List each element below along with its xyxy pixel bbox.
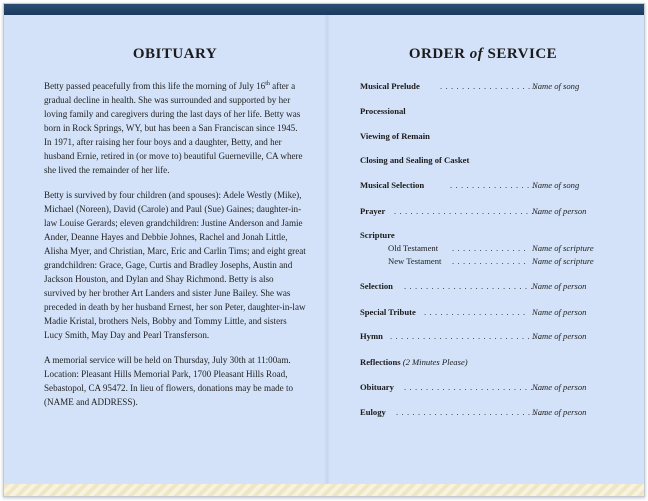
service-item-note: (2 Minutes Please) xyxy=(402,357,468,367)
service-item-musical-selection xyxy=(360,178,610,192)
order-of-service-title xyxy=(356,46,610,63)
obituary-paragraph-1-rest: after a gradual decline in health. She was surrounded and supported by her loving family and caregivers during the last days of her life. Betty was born in Rock Springs, WY, but has been a San Franciscan since 1945. In 1971, after raising her four boys and a daughter, Betty, and her husband Ernie, retired in (or move to) beautiful Guerneville, CA where she lived the remainder of her life. xyxy=(44,81,303,175)
service-item-obituary-item xyxy=(360,380,610,394)
obituary-panel xyxy=(44,46,306,420)
service-item-label xyxy=(360,329,383,343)
service-item-label xyxy=(360,228,395,242)
service-item-value: Name of person xyxy=(532,307,587,317)
service-item-label-text: Obituary xyxy=(360,382,394,392)
service-item-label-text: Processional xyxy=(360,106,406,116)
service-item-leader-dots: . . . . . . . . . . . . . . . . . . . . . . . . . . . xyxy=(394,206,540,216)
service-item-label-text: New Testament xyxy=(388,256,442,266)
service-item-label xyxy=(360,305,416,319)
service-item-value: Name of person xyxy=(532,206,587,216)
service-item-new-testament xyxy=(360,254,610,268)
program-page xyxy=(3,3,645,497)
service-item-label-text: Eulogy xyxy=(360,407,386,417)
service-item-leader-dots: . . . . . . . . . . . . . . . . . . . xyxy=(424,307,526,317)
obituary-title: OBITUARY xyxy=(132,46,218,62)
service-item-special-tribute xyxy=(360,305,610,319)
service-item-value: Name of person xyxy=(532,382,587,392)
service-item-label xyxy=(360,355,468,369)
service-item-label xyxy=(360,129,430,143)
service-item-leader-dots: . . . . . . . . . . . . . . . . xyxy=(450,180,536,190)
service-item-label xyxy=(360,104,406,118)
service-item-label-text: Old Testament xyxy=(388,243,439,253)
service-item-label-text: Hymn xyxy=(360,331,383,341)
service-item-leader-dots: . . . . . . . . . . . . . . . . . . . . . . . . xyxy=(404,281,534,291)
service-item-value: Name of scripture xyxy=(532,256,594,266)
service-item-eulogy xyxy=(360,405,610,419)
service-item-label xyxy=(360,380,394,394)
service-item-label-text: Musical Selection xyxy=(360,180,425,190)
service-item-label-text: Viewing of Remain xyxy=(360,131,430,141)
service-item-value: Name of person xyxy=(532,281,587,291)
service-item-label xyxy=(360,204,385,218)
service-item-hymn xyxy=(360,329,610,343)
order-of-service-panel xyxy=(360,46,610,417)
service-item-leader-dots: . . . . . . . . . . . . . . . . . . xyxy=(440,81,537,91)
title-part-3: SERVICE xyxy=(483,46,558,62)
service-item-processional xyxy=(360,104,610,118)
service-item-value: Name of person xyxy=(532,331,587,341)
service-item-label-text: Closing and Sealing of Casket xyxy=(360,155,470,165)
service-item-prayer xyxy=(360,204,610,218)
service-item-label-text: Reflections xyxy=(360,357,403,367)
service-item-label-text: Prayer xyxy=(360,206,386,216)
service-item-value: Name of person xyxy=(532,407,587,417)
service-item-leader-dots: . . . . . . . . . . . . . . xyxy=(452,256,527,266)
service-item-label-text: Musical Prelude xyxy=(360,81,420,91)
service-item-label xyxy=(360,405,386,419)
center-fold xyxy=(324,15,330,484)
obituary-paragraph-2: Betty is survived by four children (and spouses): Adele Westly (Mike), Michael (Noreen), David (Carole) and Paul (Sue) Gaines; daughter-in-law Louise Gerards; eleven grandchildren: Justine Anderson and Jamie Ander, Deanne Hayes and Debbie Johnes, Rachel and Jonah Little, Alisha Myer, and Christian, Marc, Eric and Carlin Tims; and eight great grandchildren: Grace, Gage, Curtis and Bradley Josephs, Austin and Jackson Houston, and Dylan and Shay Richmond. Betty is also survived by her brother Art Landers and sister June Bailey. She was preceded in death by her husband Ernest, her son Peter, daughter-in-law Madie Kristal, brothers Nels, Bobby and Tommy Little, and sisters Lucy Smith, May Day and Pearl Transferson. xyxy=(44,190,306,340)
service-item-label-text: Selection xyxy=(360,281,393,291)
service-item-label xyxy=(360,279,393,293)
obituary-paragraph-1-start: Betty passed peacefully from this life the morning of July 16 xyxy=(44,81,266,91)
service-item-label xyxy=(360,153,469,167)
service-item-value: Name of scripture xyxy=(532,243,594,253)
service-item-old-testament xyxy=(360,241,610,255)
service-item-musical-prelude xyxy=(360,79,610,93)
title-part-1: ORDER xyxy=(408,46,470,62)
service-item-reflections xyxy=(360,355,610,369)
service-item-leader-dots: . . . . . . . . . . . . . . xyxy=(452,243,527,253)
ordinal-suffix: th xyxy=(265,80,270,87)
service-item-selection xyxy=(360,279,610,293)
service-item-scripture xyxy=(360,228,610,242)
title-part-2: of xyxy=(469,46,484,62)
service-item-label-text: Scripture xyxy=(360,230,395,240)
obituary-paragraph-1 xyxy=(44,79,306,177)
bottom-stripe xyxy=(4,484,644,496)
service-item-leader-dots: . . . . . . . . . . . . . . . . . . . . . . . . . . xyxy=(404,382,545,392)
service-item-value: Name of song xyxy=(532,180,580,190)
service-item-value: Name of song xyxy=(532,81,580,91)
obituary-paragraph-3: A memorial service will be held on Thursday, July 30th at 11:00am. Location: Pleasant Hills Memorial Park, 1700 Pleasant Hills Road, Sebastopol, CA 95472. In lieu of flowers, donations may be made to (NAME and ADDRESS). xyxy=(44,355,294,407)
service-item-leader-dots: . . . . . . . . . . . . . . . . . . . . . . . . . . . . xyxy=(396,407,548,417)
service-item-viewing-of-remain xyxy=(360,129,610,143)
service-item-leader-dots: . . . . . . . . . . . . . . . . . . . . . . . . . . . . xyxy=(390,331,542,341)
service-item-label xyxy=(360,178,424,192)
top-accent-bar xyxy=(4,4,644,15)
service-item-label xyxy=(360,79,420,93)
service-item-closing-sealing-casket xyxy=(360,153,610,167)
service-item-label xyxy=(388,241,438,255)
service-item-label xyxy=(388,254,441,268)
service-item-label-text: Special Tribute xyxy=(360,307,416,317)
